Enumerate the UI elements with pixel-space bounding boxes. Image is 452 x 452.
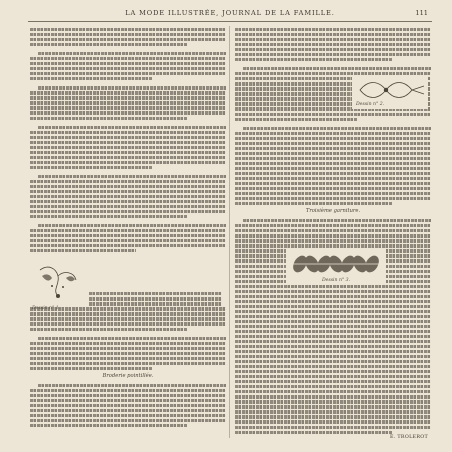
text-line <box>235 53 431 56</box>
text-line <box>235 239 431 242</box>
left-section-title: Broderie pointillée. <box>102 372 154 379</box>
text-line <box>235 415 431 418</box>
text-line <box>235 132 431 135</box>
text-line <box>38 337 226 340</box>
text-line <box>30 161 226 164</box>
text-line <box>235 147 431 150</box>
text-line <box>30 249 136 252</box>
text-line <box>235 182 431 185</box>
text-line <box>30 244 226 247</box>
text-line <box>30 404 226 407</box>
journal-title: LA MODE ILLUSTRÉE, JOURNAL DE LA FAMILLE. <box>125 9 335 17</box>
text-line <box>30 362 226 365</box>
text-line <box>235 162 431 165</box>
text-line <box>235 142 431 145</box>
text-line <box>30 205 226 208</box>
text-line <box>30 210 226 213</box>
text-line <box>235 172 431 175</box>
text-line <box>235 167 431 170</box>
text-line <box>30 200 226 203</box>
text-line <box>30 229 226 232</box>
text-line <box>235 360 431 363</box>
text-line <box>30 322 226 325</box>
text-line <box>235 431 392 434</box>
right-section-title: Troisième garniture. <box>305 208 361 215</box>
text-line <box>30 96 226 99</box>
author-signature: E. TROLEROT <box>389 435 428 440</box>
text-line <box>30 106 226 109</box>
text-line <box>235 345 431 348</box>
text-line <box>30 357 226 360</box>
text-line <box>30 347 226 350</box>
text-line <box>30 419 226 422</box>
text-line <box>38 384 226 387</box>
embroidery-figure-3 <box>286 248 386 285</box>
text-line <box>235 118 357 121</box>
text-line <box>235 197 431 200</box>
text-line <box>235 350 431 353</box>
text-line <box>235 305 431 308</box>
text-line <box>30 180 226 183</box>
text-line <box>235 58 392 61</box>
text-line <box>243 219 431 222</box>
text-line <box>235 380 431 383</box>
text-line <box>235 229 431 232</box>
figure-1-caption: Dessin n° 1. <box>32 306 61 311</box>
text-line <box>30 136 226 139</box>
text-line <box>30 312 226 315</box>
text-line <box>235 285 431 288</box>
text-line <box>38 52 226 55</box>
column-divider <box>229 26 230 438</box>
text-line <box>235 375 431 378</box>
text-line <box>30 28 226 31</box>
text-line <box>235 234 431 237</box>
text-line <box>235 33 431 36</box>
text-line <box>30 352 226 355</box>
text-line <box>89 302 222 305</box>
text-line <box>235 192 431 195</box>
text-line <box>30 33 226 36</box>
text-line <box>30 399 226 402</box>
text-line <box>235 177 431 180</box>
text-line <box>30 77 152 80</box>
text-line <box>235 365 431 368</box>
text-line <box>30 43 187 46</box>
figure-2-caption: Dessin n° 2. <box>356 102 385 107</box>
text-line <box>30 57 226 60</box>
text-line <box>38 86 226 89</box>
embroidery-drawing <box>32 262 86 306</box>
text-line <box>30 156 226 159</box>
cord-drawing <box>290 250 382 278</box>
text-line <box>30 195 226 198</box>
text-line <box>38 224 226 227</box>
text-line <box>30 328 187 331</box>
text-line <box>235 335 431 338</box>
figure-3-caption: Dessin n° 3. <box>321 278 351 283</box>
text-line <box>235 43 431 46</box>
text-line <box>30 111 226 114</box>
embroidery-figure-1 <box>32 262 86 311</box>
text-line <box>30 101 226 104</box>
text-line <box>30 72 226 75</box>
text-line <box>30 141 226 144</box>
text-line <box>235 410 431 413</box>
text-line <box>30 62 226 65</box>
text-line <box>30 389 226 392</box>
text-line <box>30 67 226 70</box>
text-line <box>235 320 431 323</box>
text-line <box>30 394 226 397</box>
text-line <box>30 151 226 154</box>
text-line <box>243 127 431 130</box>
text-line <box>235 72 431 75</box>
text-line <box>235 152 431 155</box>
text-line <box>235 405 431 408</box>
text-line <box>89 297 222 300</box>
text-line <box>30 424 187 427</box>
text-line <box>235 310 431 313</box>
text-line <box>235 390 431 393</box>
text-line <box>235 400 431 403</box>
text-line <box>235 28 431 31</box>
left-column <box>30 28 226 438</box>
text-line <box>30 367 152 370</box>
text-line <box>235 370 431 373</box>
text-line <box>89 292 222 295</box>
text-line <box>30 38 226 41</box>
text-line <box>235 113 431 116</box>
text-line <box>30 131 226 134</box>
text-line <box>235 330 431 333</box>
text-line <box>235 48 431 51</box>
text-line <box>38 126 226 129</box>
text-line <box>235 340 431 343</box>
text-line <box>30 317 226 320</box>
text-line <box>38 175 226 178</box>
text-line <box>235 202 392 205</box>
text-line <box>235 426 431 429</box>
ornament-drawing <box>356 78 428 102</box>
text-line <box>30 414 226 417</box>
text-line <box>235 385 431 388</box>
page-header <box>32 9 428 21</box>
text-line <box>235 315 431 318</box>
text-line <box>235 38 431 41</box>
text-line <box>30 146 226 149</box>
text-line <box>235 290 431 293</box>
text-line <box>30 409 226 412</box>
text-line <box>30 117 187 120</box>
text-line <box>235 187 431 190</box>
text-line <box>235 157 431 160</box>
text-line <box>235 420 431 423</box>
text-line <box>30 215 187 218</box>
text-line <box>30 91 226 94</box>
text-line <box>30 190 226 193</box>
text-line <box>235 325 431 328</box>
text-line <box>30 342 226 345</box>
text-line <box>235 137 431 140</box>
embroidery-figure-2 <box>352 76 428 109</box>
text-line <box>235 300 431 303</box>
text-line <box>30 166 152 169</box>
text-line <box>235 395 431 398</box>
text-line <box>30 239 226 242</box>
text-line <box>235 355 431 358</box>
page-number: 111 <box>415 9 428 17</box>
text-line <box>243 67 431 70</box>
text-line <box>30 234 226 237</box>
text-line <box>235 295 431 298</box>
text-line <box>30 185 226 188</box>
text-line <box>235 224 431 227</box>
header-rule <box>28 21 432 22</box>
